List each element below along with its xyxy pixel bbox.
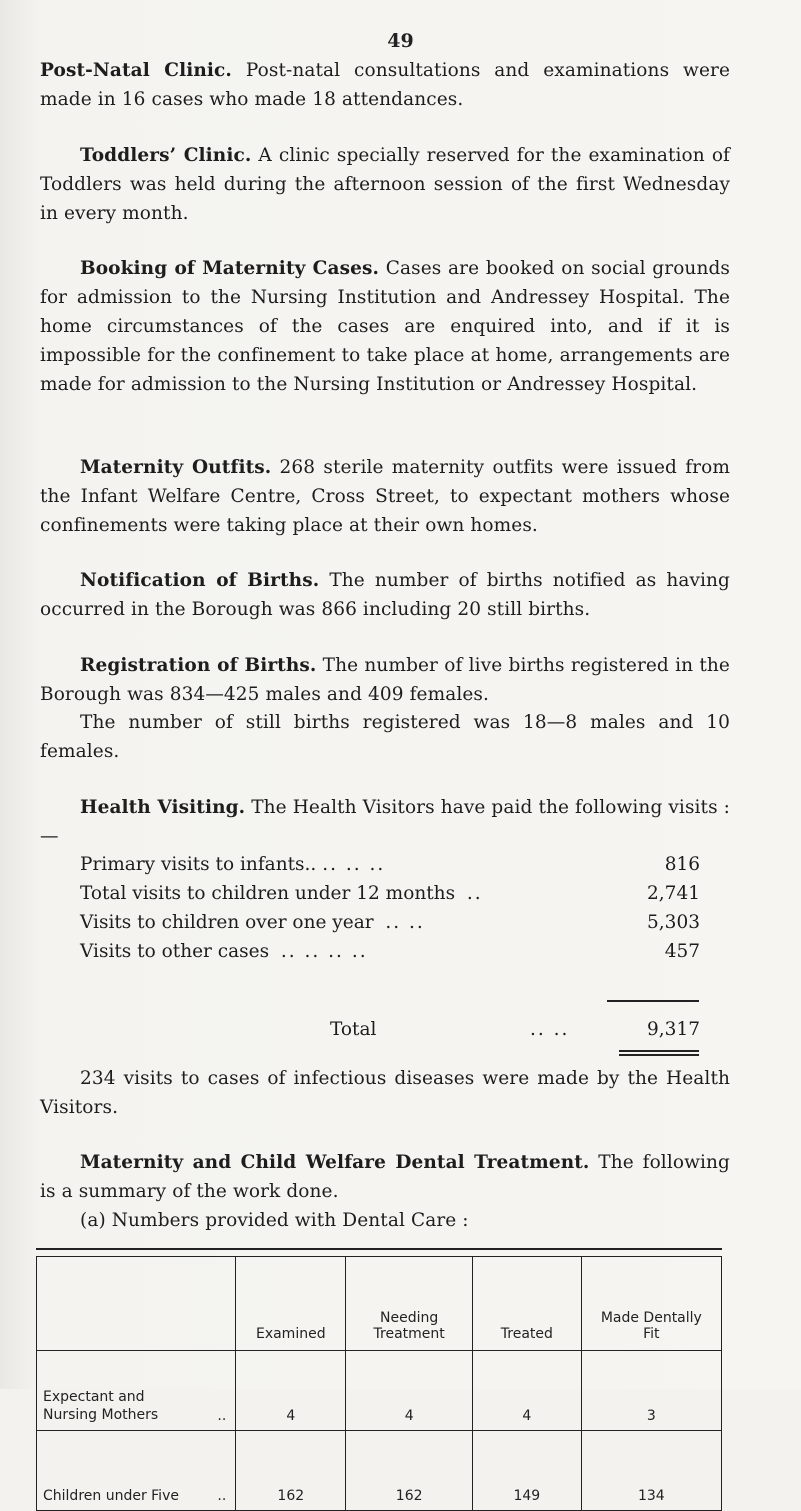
table-cell: 4	[473, 1351, 582, 1431]
table-cell: 134	[581, 1431, 721, 1511]
total-label: Total	[330, 1019, 377, 1040]
booking-heading: Booking of Maternity Cases.	[80, 258, 380, 279]
table-header-cell: Made Dentally Fit	[581, 1257, 721, 1351]
table-cell: 4	[346, 1351, 473, 1431]
post-natal-heading: Post-Natal Clinic.	[40, 60, 232, 81]
total-rule-bottom	[619, 1054, 699, 1056]
table-header-cell: Examined	[236, 1257, 346, 1351]
table-cell: 162	[346, 1431, 473, 1511]
visit-value: 2,741	[647, 883, 700, 904]
table-row-label: Expectant and Nursing Mothers ..	[37, 1351, 236, 1431]
table-header-cell: Treated	[473, 1257, 582, 1351]
infectious-paragraph: 234 visits to cases of infectious diseases were made by the Health Visitors.	[40, 1068, 730, 1118]
table-cell: 149	[473, 1431, 582, 1511]
booking-text: Cases are booked on social grounds for admission to the Nursing Institution and Andressey Hospital. The home circumstances of the cases are enquired into, and if it is impossible for the confinement to take place at home, arrangements are made for admission to the Nursing Institution or Andressey Hospital.	[40, 258, 730, 395]
health-visiting-paragraph	[40, 793, 730, 851]
outfits-heading: Maternity Outfits.	[80, 457, 272, 478]
table-header-row	[37, 1257, 722, 1351]
dental-paragraph	[40, 1148, 730, 1206]
outfits-paragraph	[40, 453, 730, 540]
still-births-paragraph: The number of still births registered was 18—8 males and 10 females.	[40, 712, 730, 762]
dental-text: The following is a summary of the work done.	[40, 1152, 730, 1202]
health-visiting-heading: Health Visiting.	[80, 797, 246, 818]
table-row	[37, 1351, 722, 1431]
visit-value: 816	[664, 854, 700, 875]
dental-subheading: (a) Numbers provided with Dental Care :	[80, 1210, 469, 1231]
visit-label: Total visits to children under 12 months ..	[80, 883, 483, 904]
outfits-text: 268 sterile maternity outfits were issued from the Infant Welfare Centre, Cross Street, to expectant mothers whose confinements were taking place at their own homes.	[40, 457, 730, 536]
visit-row	[80, 937, 700, 966]
visit-label: Primary visits to infants.. .. .. ..	[80, 854, 386, 875]
visits-list	[80, 850, 700, 966]
total-leader: .. ..	[530, 1019, 570, 1040]
registration-heading: Registration of Births.	[80, 655, 317, 676]
table-cell: 4	[236, 1351, 346, 1431]
booking-paragraph	[40, 254, 730, 399]
total-rule-top	[619, 1050, 699, 1052]
visit-value: 5,303	[647, 912, 700, 933]
post-natal-paragraph	[40, 56, 730, 114]
toddlers-paragraph	[40, 141, 730, 228]
total-value: 9,317	[647, 1019, 700, 1040]
post-natal-text: Post-natal consultations and examinations were made in 16 cases who made 18 attendances.	[40, 60, 730, 110]
visit-value: 457	[664, 941, 700, 962]
table-cell: 162	[236, 1431, 346, 1511]
visit-row	[80, 879, 700, 908]
registration-paragraph	[40, 651, 730, 709]
notification-text: The number of births notified as having occurred in the Borough was 866 including 20 still births.	[40, 570, 731, 620]
toddlers-text: A clinic specially reserved for the examination of Toddlers was held during the afternoon session of the first Wednesday in every month.	[40, 145, 731, 224]
table-header-cell	[37, 1257, 236, 1351]
dental-care-table	[36, 1256, 722, 1511]
table-row-label: Children under Five ..	[37, 1431, 236, 1511]
table-header-cell: Needing Treatment	[346, 1257, 473, 1351]
table-top-rule	[36, 1248, 722, 1250]
table-cell: 3	[581, 1351, 721, 1431]
visit-row	[80, 850, 700, 879]
table-row	[37, 1431, 722, 1511]
health-visiting-text: The Health Visitors have paid the following visits :—	[40, 797, 731, 847]
page-number: 49	[387, 30, 414, 52]
subtotal-rule	[607, 1000, 699, 1002]
visit-label: Visits to other cases .. .. .. ..	[80, 941, 368, 962]
registration-text: The number of live births registered in the Borough was 834—425 males and 409 females.	[40, 655, 730, 705]
visit-label: Visits to children over one year .. ..	[80, 912, 425, 933]
dental-heading: Maternity and Child Welfare Dental Treatment.	[80, 1152, 590, 1173]
notification-heading: Notification of Births.	[80, 570, 320, 591]
toddlers-heading: Toddlers’ Clinic.	[80, 145, 252, 166]
notification-paragraph	[40, 566, 730, 624]
visit-row	[80, 908, 700, 937]
